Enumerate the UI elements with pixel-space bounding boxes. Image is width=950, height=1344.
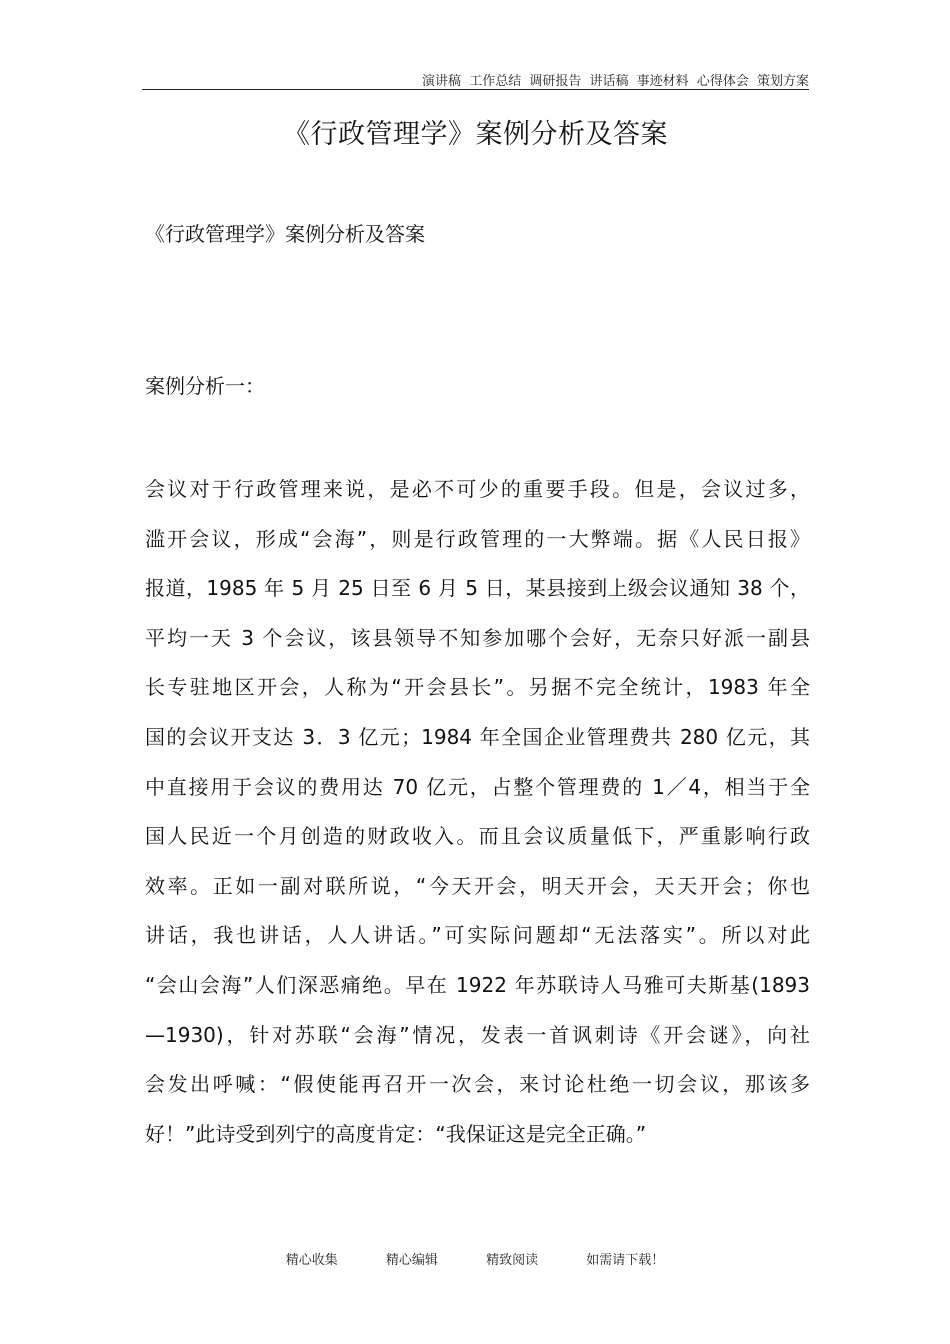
header-tag: 演讲稿: [422, 74, 462, 89]
paragraph-line: 平均一天 3 个会议，该县领导不知参加哪个会好，无奈只好派一副县: [145, 625, 810, 650]
paragraph-line: —1930)，针对苏联“会海”情况，发表一首讽刺诗《开会谜》，向社: [145, 1022, 810, 1047]
paragraph-line: 会发出呼喊：“假使能再召开一次会，来讨论杜绝一切会议，那该多: [145, 1072, 810, 1097]
paragraph-line: 中直接用于会议的费用达 70 亿元，占整个管理费的 1／4，相当于全: [145, 774, 810, 799]
header-divider: [142, 89, 809, 90]
paragraph-line: “会山会海”人们深恶痛绝。早在 1922 年苏联诗人马雅可夫斯基(1893: [145, 972, 810, 997]
page-footer: [0, 1249, 950, 1268]
document-subtitle: 《行政管理学》案例分析及答案: [145, 222, 425, 246]
header-tag: 心得体会: [696, 74, 749, 89]
header-tag: 讲话稿: [589, 74, 629, 89]
paragraph-line: 讲话，我也讲话，人人讲话。”可实际问题却“无法落实”。所以对此: [145, 923, 810, 948]
paragraph-line: 报道，1985 年 5 月 25 日至 6 月 5 日，某县接到上级会议通知 38 个，: [145, 576, 810, 601]
paragraph-line: 会议对于行政管理来说，是必不可少的重要手段。但是，会议过多，: [145, 477, 810, 501]
footer-item: 如需请下载！: [586, 1253, 665, 1268]
paragraph-line: 长专驻地区开会，人称为“开会县长”。另据不完全统计，1983 年全: [145, 675, 810, 700]
paragraph-line: 好！”此诗受到列宁的高度肯定：“我保证这是完全正确。”: [145, 1121, 647, 1146]
section-heading: 案例分析一：: [145, 374, 265, 398]
paragraph-line: 国的会议开支达 3．3 亿元；1984 年全国企业管理费共 280 亿元，其: [145, 724, 810, 749]
case-paragraph: [145, 465, 810, 1159]
header-tag: 策划方案: [756, 74, 809, 89]
paragraph-line: 效率。正如一副对联所说，“今天开会，明天开会，天天开会；你也: [145, 873, 810, 898]
header-tags: [142, 70, 809, 89]
footer-item: 精致阅读: [486, 1253, 539, 1268]
header-tag: 事迹材料: [636, 74, 689, 89]
header-tag: 调研报告: [529, 74, 582, 89]
document-title: 《行政管理学》案例分析及答案: [283, 119, 668, 150]
footer-item: 精心收集: [285, 1253, 338, 1268]
header-tag: 工作总结: [469, 74, 522, 89]
footer-item: 精心编辑: [385, 1253, 438, 1268]
paragraph-line: 滥开会议，形成“会海”，则是行政管理的一大弊端。据《人民日报》: [145, 526, 810, 551]
paragraph-line: 国人民近一个月创造的财政收入。而且会议质量低下，严重影响行政: [145, 824, 810, 849]
